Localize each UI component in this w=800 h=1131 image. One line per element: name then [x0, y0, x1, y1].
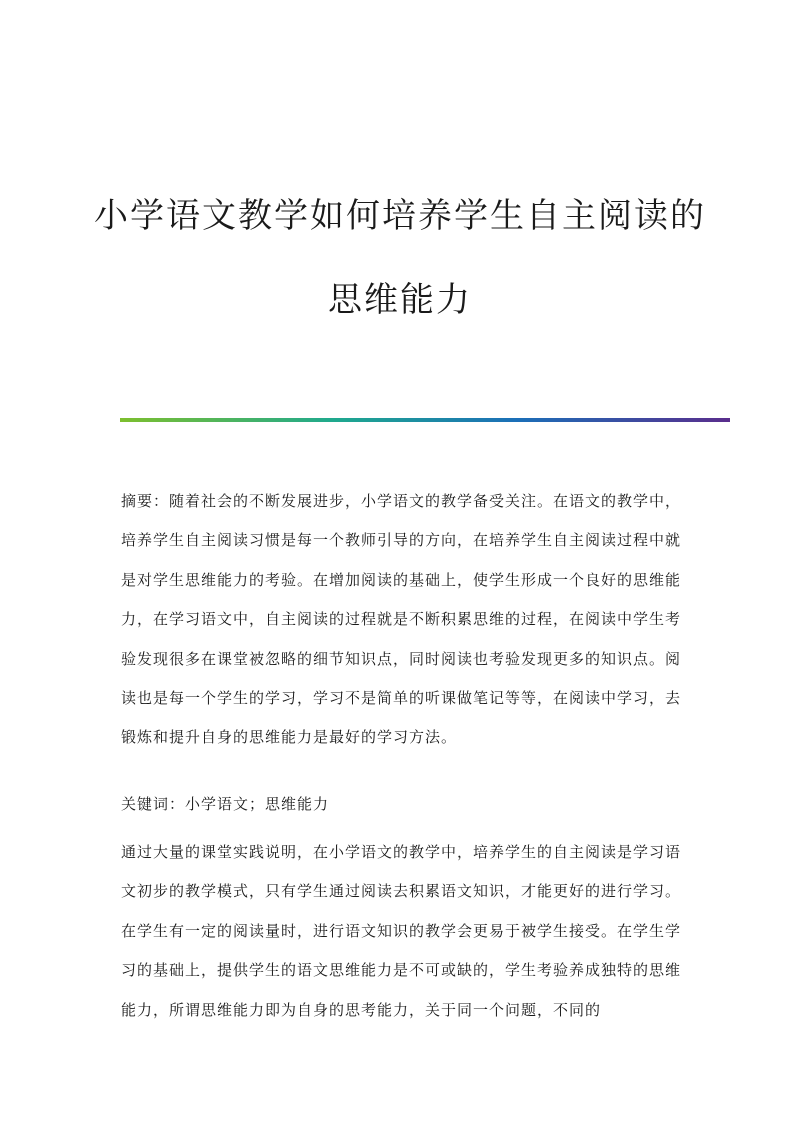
document-title-line-2: 思维能力 [328, 280, 472, 320]
gradient-divider [120, 418, 730, 422]
document-title-line-1: 小学语文教学如何培养学生自主阅读的 [94, 196, 706, 236]
abstract-paragraph: 摘要：随着社会的不断发展进步，小学语文的教学备受关注。在语文的教学中，培养学生自主阅读习惯是每一个教师引导的方向，在培养学生自主阅读过程中就是对学生思维能力的考验。在增加阅读的基础上，使学生形成一个良好的思维能力，在学习语文中，自主阅读的过程就是不断积累思维的过程，在阅读中学生考验发现很多在课堂被忽略的细节知识点，同时阅读也考验发现更多的知识点。阅读也是每一个学生的学习，学习不是简单的听课做笔记等等，在阅读中学习，去锻炼和提升自身的思维能力是最好的学习方法。 [121, 492, 682, 747]
keywords-line: 关键词：小学语文；思维能力 [121, 795, 330, 813]
intro-paragraph: 通过大量的课堂实践说明，在小学语文的教学中，培养学生的自主阅读是学习语文初步的教学模式，只有学生通过阅读去积累语文知识，才能更好的进行学习。在学生有一定的阅读量时，进行语文知识的教学会更易于被学生接受。在学生学习的基础上，提供学生的语文思维能力是不可或缺的，学生考验养成独特的思维能力，所谓思维能力即为自身的思考能力，关于同一个问题，不同的 [121, 843, 682, 1019]
